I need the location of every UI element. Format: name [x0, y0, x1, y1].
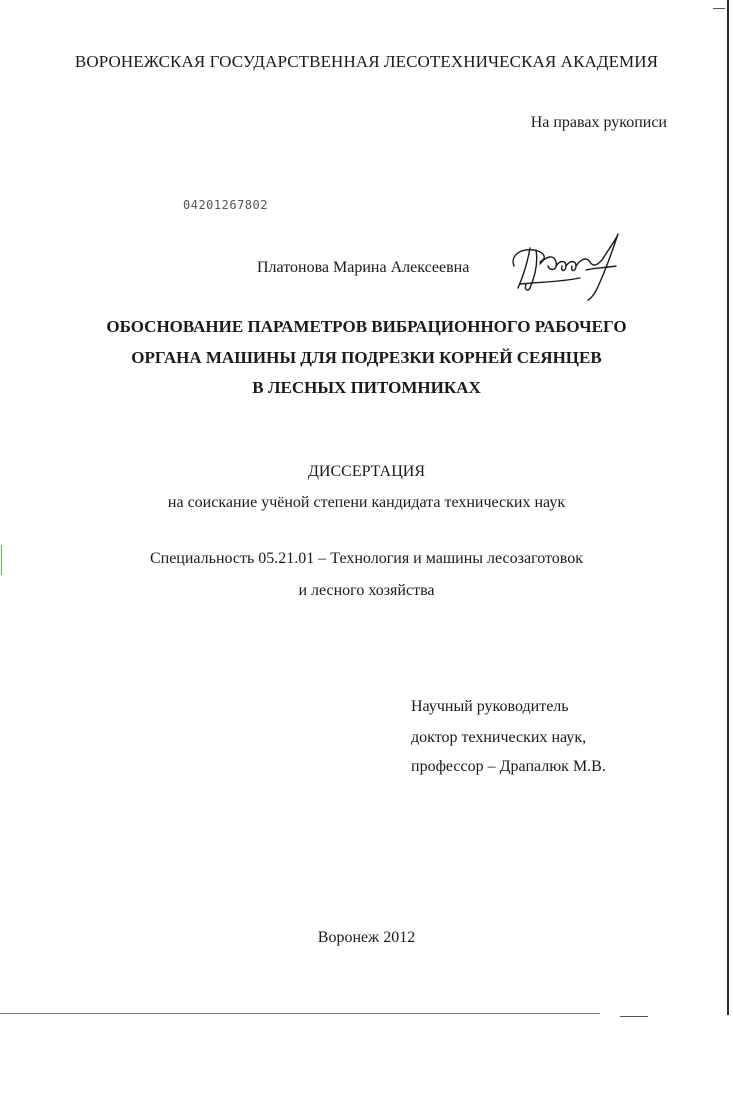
archive-number: 04201267802: [183, 198, 268, 212]
document-type: ДИССЕРТАЦИЯ: [308, 463, 425, 480]
specialty-line: и лесного хозяйства: [298, 582, 435, 599]
specialty-line: Специальность 05.21.01 – Технология и машины лесозаготовок: [149, 550, 584, 567]
scan-mark-bottom: [620, 1016, 648, 1017]
title-line: В ЛЕСНЫХ ПИТОМНИКАХ: [252, 378, 481, 397]
supervisor-role: Научный руководитель: [411, 698, 569, 715]
author-name: Платонова Марина Алексеевна: [257, 259, 470, 276]
scan-mark-top: [713, 8, 725, 9]
supervisor-degree: доктор технических наук,: [411, 729, 587, 746]
scan-edge-bottom: [0, 1013, 600, 1014]
author-signature: [500, 226, 630, 306]
degree-purpose: на соискание учёной степени кандидата технических наук: [167, 494, 566, 511]
title-line: ОБОСНОВАНИЕ ПАРАМЕТРОВ ВИБРАЦИОННОГО РАБОЧЕГО: [106, 317, 627, 336]
city-year: Воронеж 2012: [317, 929, 416, 946]
title-line: ОРГАНА МАШИНЫ ДЛЯ ПОДРЕЗКИ КОРНЕЙ СЕЯНЦЕВ: [131, 348, 602, 367]
supervisor-name: профессор – Драпалюк М.В.: [411, 758, 606, 775]
rights-note: На правах рукописи: [530, 114, 667, 131]
institution-name: ВОРОНЕЖСКАЯ ГОСУДАРСТВЕННАЯ ЛЕСОТЕХНИЧЕСКАЯ АКАДЕМИЯ: [74, 52, 659, 71]
